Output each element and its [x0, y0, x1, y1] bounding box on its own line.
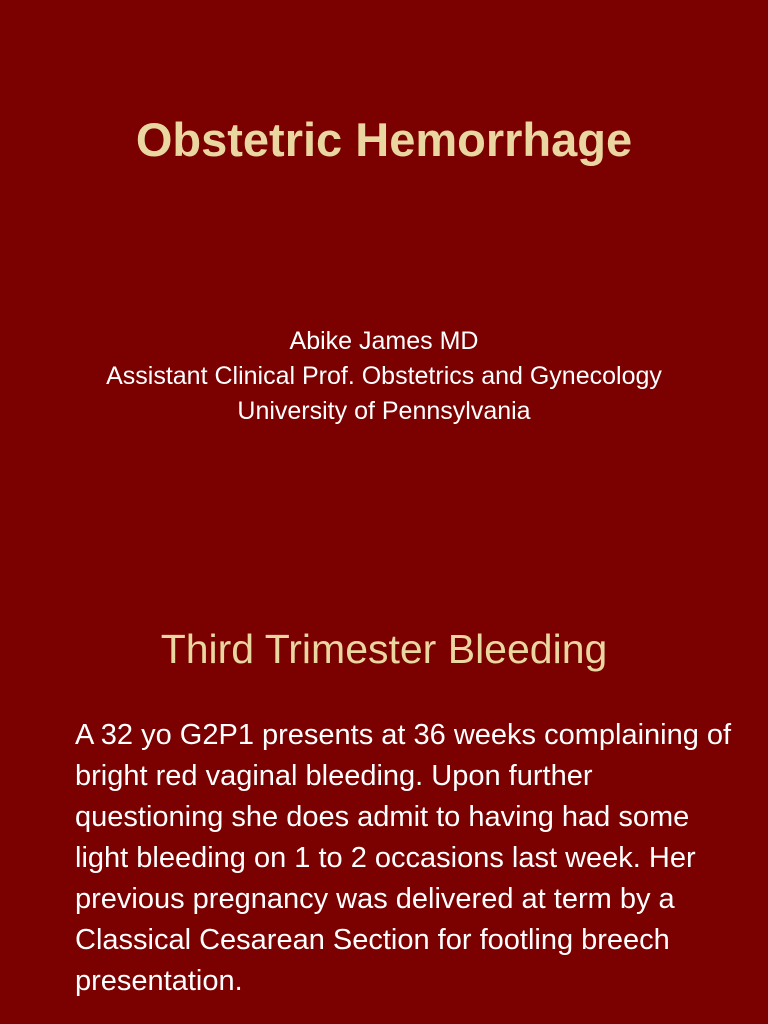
author-name: Abike James MD	[289, 327, 479, 355]
case-description: A 32 yo G2P1 presents at 36 weeks complaining of bright red vaginal bleeding. Upon further questioning she does admit to having had some light bleeding on 1 to 2 occasions last week. Her previous pregnancy was delivered at term by a Classical Cesarean Section for footling breech presentation.	[75, 719, 732, 997]
slide-title: Third Trimester Bleeding	[160, 626, 608, 672]
content-slide	[0, 575, 768, 1024]
presentation-title: Obstetric Hemorrhage	[135, 113, 633, 166]
author-position: Assistant Clinical Prof. Obstetrics and Gynecology	[106, 362, 662, 390]
author-block	[100, 326, 668, 426]
author-institution: University of Pennsylvania	[237, 397, 531, 425]
